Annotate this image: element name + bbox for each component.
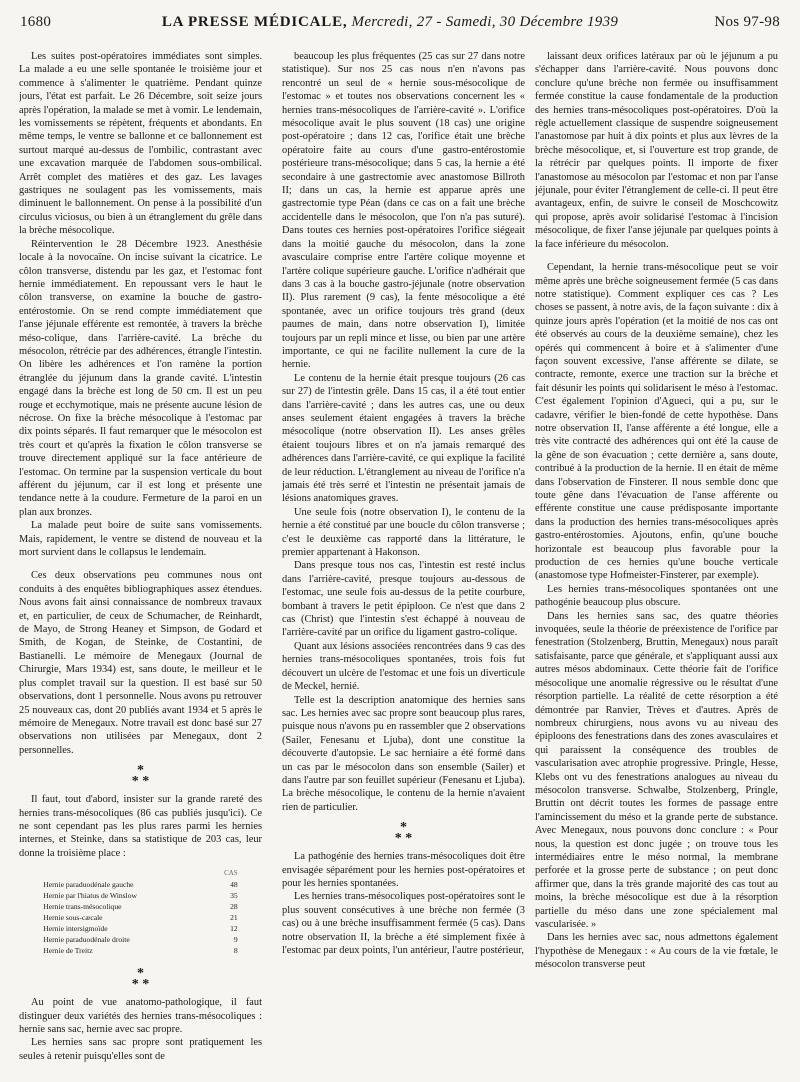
paragraph: Les suites post-opératoires immédiates sont simples. La malade a eu une selle spontanée le troisième jour et commence à s'alimenter le quatrième. Pendant quinze jours, l'état est parfait. Le 26 Décembre, soit seize jours après l'opération, la malade se met à vomir. Le lendemain, les vomissements se répètent, fréquents et abondants. En même temps, le ventre se ballonne et ce ballonnement est surtout marqué au-dessus de l'ombilic, contrastant avec une excavation marquée de l'abdomen sous-ombilical. Arrêt complet des matières et des gaz. Les lavages gastriques ne soulagent pas les vomissements, mais diminuent le ballonnement. On pense à la possibilité d'un circulus viciosus, ou bien à un étranglement du grêle dans la brèche mésocolique. [19, 51, 262, 237]
paragraph: laissant deux orifices latéraux par où le jéjunum a pu s'échapper dans l'arrière-cavité. Nous pouvons donc conclure qu'une brèche non fermée ou insuffisamment fermée constitue la cause fondamentale de la production des hernies trans-mésocoliques post-opératoires. D'où la règle actuellement classique de suspendre soigneusement l'anastomose par huit à dix points et plus aux lèvres de la brèche mésocolique, et, si l'ouverture est trop grande, de la rétrécir par quelques points. Il importe de fixer l'anastomose au mésocolon par l'estomac et non par l'anse jéjunale, pour éviter l'étranglement de celle-ci. Il peut être avantageux, enfin, de suivre le conseil de Moschcowitz qui propose, après avoir solidarisé l'estomac à l'incision mésocolique, de fixer l'anse jéjunale par quelques points à la face inférieure du mésocolon. [535, 51, 778, 250]
column-middle [282, 50, 525, 1072]
paragraph: La pathogénie des hernies trans-mésocoliques doit être envisagée séparément pour les hernies post-opératoires et pour les hernies spontanées. [282, 851, 525, 889]
column-right [535, 50, 778, 1072]
table-row: Hernie paraduodénale droite 9 [43, 935, 238, 945]
paragraph: Une seule fois (notre observation I), le contenu de la hernie a été constitué par une boucle du côlon transverse ; c'est le deuxième cas rapporté dans la littérature, le premier appartenant à Hakonson. [282, 506, 525, 559]
paragraph: Dans les hernies avec sac, nous admettons également l'hypothèse de Menegaux : « Au cours de la vie fœtale, le mésocolon transverse peut [535, 932, 778, 971]
paragraph: beaucoup les plus fréquentes (25 cas sur 27 dans notre statistique). Sur nos 25 cas nous n'en n'avons pas rencontré un seul de « hernie sous-mésocolique de l'estomac » et toutes nos observations concernent les « hernies trans-mésocoliques de l'arrière-cavité ». L'orifice mésocolique avait le plus souvent (18 cas) une origine post-opératoire ; dans 12 cas, l'orifice était une brèche opératoire faite au cours d'une gastro-entérostomie postérieure trans-mésocolique; dans 5 cas, la hernie a été secondaire à une gastrectomie avec anastomose Billroth II; dans un cas, la hernie est apparue après une gastrectomie type Péan (dans ce cas on a fait une brèche accidentelle dans le mésocolon, que l'on n'a pas suturé). Dans toutes ces hernies post-opératoires l'orifice siégeait dans la moitié gauche du mésocolon, dans la zone avasculaire comprise entre l'artère colique moyenne et l'artère colique supérieure gauche. L'orifice n'adhérait que dans 3 cas à la bouche gastro-jéjunale (notre observation II). Plus rarement (9 cas), la fente mésocolique a été spontanée, avec un orifice toujours très grand (deux paumes de main, dans notre observation I), limitée toujours par un repli mince et lisse, ou bien par une artère importante, ce qui ne facilite nullement la cure de la hernie. [282, 51, 525, 371]
paragraph: Il faut, tout d'abord, insister sur la grande rareté des hernies trans-mésocoliques (86 cas publiés jusqu'ici). Ce ne sont cependant pas les plus rares parmi les hernies internes, et Steinke, dans sa statistique de 203 cas, leur donne la troisième place : [19, 794, 262, 859]
page-header [20, 0, 780, 44]
paragraph: Réintervention le 28 Décembre 1923. Anesthésie locale à la novocaïne. On incise suivant la cicatrice. Le côlon transverse, distendu par les gaz, et l'estomac font hernie immédiatement. En repoussant vers le haut le côlon transverse, on examine la bouche de gastro-entérostomie. On se rend compte immédiatement que l'anse jéjunale efférente est remontée, à travers la brèche méso-colique, dans l'arrière-cavité. La brèche du mésocolon, rétrécie par des adhérences, étrangle l'intestin. On libère les adhérences et l'on ramène la portion étranglée du jéjunum dans la grande cavité. L'intestin engagé dans la brèche est long de 50 cm. Il est un peu rouge et ecchymotique, mais ne présente aucune lésion de nécrose. On fixe la brèche mésocolique à l'estomac par dix points séparés. Il faut remarquer que le mésocolon est très court et qu'après la fixation le côlon transverse se trouve directement appliqué sur la face antérieure de l'estomac. On termine par la suspension verticale du bout afférent du jéjunum, car il est long et présente une tendance nette à la coudure. Fermeture de la paroi en un plan aux bronzes. [19, 238, 262, 518]
section-separator-stars: * * * [394, 820, 413, 847]
paragraph: Le contenu de la hernie était presque toujours (26 cas sur 27) de l'intestin grêle. Dans 15 cas, il a été tout entier dans l'arrière-cavité ; dans les autres cas, une ou deux anses seulement étaient engagées à travers la brèche mésocolique (notre observation II). Les anses grêles étaient toujours libres et on n'a jamais remarqué des adhérences dans l'arrière-cavité, ce qui explique la facilité de leur réduction. L'étranglement au niveau de l'orifice n'a jamais été très serré et l'intestin ne présentait jamais de lésions anatomiques graves. [282, 372, 525, 505]
paragraph: Quant aux lésions associées rencontrées dans 9 cas des hernies trans-mésocoliques spontanées, trois fois fut découvert un ulcère de l'estomac et une fois un diverticule de Meckel, hernié. [282, 640, 525, 693]
paragraph: Au point de vue anatomo-pathologique, il faut distinguer deux variétés des hernies trans-mésocoliques : hernie sans sac, hernie avec sac propre. [19, 997, 262, 1035]
paragraph: Les hernies sans sac propre sont pratiquement les seules à retenir puisqu'elles sont de [19, 1037, 262, 1062]
paragraph: La malade peut boire de suite sans vomissements. Mais, rapidement, le ventre se distend de nouveau et la mort survient dans le collapsus le lendemain. [19, 520, 262, 559]
table-header-cas: CAS [224, 869, 238, 878]
paragraph: Les hernies trans-mésocoliques spontanées ont une pathogénie beaucoup plus obscure. [535, 583, 778, 609]
section-separator-stars: * * * [131, 966, 150, 993]
table-row: Hernie sous-cæcale 21 [43, 913, 238, 923]
paragraph: Dans les hernies sans sac, des quatre théories invoquées, seule la théorie de préexistence de l'orifice par fenestration (Stolzenberg, Bruttin, Menegaux) nous paraît satisfaisante, parce que générale, et s'appliquant aussi aux autres mésos abdominaux. Cette théorie fait de l'orifice mésocolique une anomalie régressive ou le résultat d'une résorption partielle. La réalité de cette résorption a été démontrée par Ranvier, Trèves et d'autres. Après de nombreux chirurgiens, nous avons vu au niveau des épiploons des fenestrations dans des zones avasculaires et qui paraissent la conséquence des troubles de vascularisation avec atrophie progressive. Pringle, Hesse, Klebs ont vu des fenestrations analogues au niveau du mésocolon transverse. Schwalbe, Stolzenberg, Pringle, Bruttin ont décrit toutes les formes de passage entre l'amincissement du méso et la grande perte de substance. Avec Menegaux, nous pouvons donc conclure : « Pour nous, la question est donc jugée ; on trouve tous les intermédiaires entre le méso normal, la membrane perforée et la grosse perte de substance ; on peut donc affirmer que, dans la très grande majorité des cas tout au moins, la brèche mésocolique est due à la résorption partielle du méso dans une zone spécialement mal vascularisée. » [535, 610, 778, 930]
table-row: Hernie paraduodénale gauche 48 [43, 880, 238, 890]
paragraph: Les hernies trans-mésocoliques post-opératoires sont le plus souvent consécutives à une brèche non fermée (3 cas) ou à une brèche insuffisamment fermée (5 cas). Dans notre observation II, la brèche a été simplement fixée à l'estomac par deux points, l'un antérieur, l'autre postérieur, [282, 891, 525, 956]
running-title [110, 14, 670, 31]
column-left [19, 50, 262, 1072]
table-row: Hernie par l'hiatus de Winslow 35 [43, 891, 238, 901]
section-separator-stars: * * * [131, 763, 150, 790]
table-row: Hernie de Treitz 8 [43, 946, 238, 956]
hernia-statistics-table [43, 868, 237, 956]
table-row: Hernie trans-mésocolique 28 [43, 902, 238, 912]
issue-number: Nos 97-98 [714, 13, 780, 30]
page-number: 1680 [20, 13, 52, 30]
issue-date: Mercredi, 27 - Samedi, 30 Décembre 1939 [351, 13, 619, 30]
paragraph: Dans presque tous nos cas, l'intestin est resté inclus dans l'arrière-cavité, presque toujours au-dessous de l'estomac, une seule fois au-dessus de la petite courbure, bombant à travers le petit épiploon. Ce n'est que dans 2 cas (Christ) que l'intestin s'est échappé à nouveau de l'arrière-cavité par un orifice du ligament gastro-colique. [282, 560, 525, 639]
paragraph: Ces deux observations peu communes nous ont conduits à des enquêtes bibliographiques assez étendues. Nous avons fait ainsi connaissance de nombreux travaux et, en particulier, de ceux de Schumacher, de Reinhardt, de Mayo, de Strong Heaney et Simpson, de Godard et Smith, de Kogan, de Steinke, de Costantini, de Bastianelli. Le mémoire de Menegaux (Journal de Chirurgie, Mars 1934) est, sans doute, le meilleur et le plus complet travail sur la question. Il est basé sur 50 observations, dont 1 personnelle. Nous avons pu retrouver 25 nouveaux cas, dont 20 publiés avant 1934 et 5 après le mémoire de Menegaux. Notre travail est donc basé sur 27 observations non utilisées par Menegaux, dont 2 personnelles. [19, 570, 262, 756]
paragraph: Cependant, la hernie trans-mésocolique peut se voir même après une brèche soigneusement fermée (5 cas dans notre statistique). Comment expliquer ces cas ? Les choses se passent, à notre avis, de la façon suivante : dix à quinze jours après l'opération (et la moitié de nos cas ont été observés au cours de la deuxième semaine), chez les opérés qui commencent à boire et à s'alimenter d'une façon souvent excessive, l'anse afférente se dilate, se contracte, remonte, exerce une traction sur la brèche et fait désunir les points qui solidarisent le méso à l'estomac. C'est également l'opinion d'Agueci, qui a pu, sur le cadavre, vérifier le bien-fondé de cette hypothèse. Dans notre observation II, l'anse afférente a été longue, elle a très vite contracté des adhérences qui ont été la cause de la gêne de son évacuation ; cette dernière a, sans doute, contribué à la production de la hernie. Il en était de même dans l'observation de Finsterer. Il nous semble donc que toute gêne dans l'évacuation de l'anse afférente ou efférente constitue une cause prédisposante importante dans la production des hernies trans-mésocoliques après gastro-entérostomies. Ajoutons, enfin, qu'une bouche horizontale est beaucoup plus favorable pour la production de ces hernies qu'une bouche verticale (anastomose type Hofmeister-Finsterer, par exemple). [535, 262, 778, 582]
paragraph: Telle est la description anatomique des hernies sans sac. Les hernies avec sac propre sont beaucoup plus rares, puisque nous n'avons pu en rassembler que 2 observations (Sailer, Fenesanu et Ljuba), dont une constitue la découverte d'autopsie. Le sac herniaire a été formé dans un cas par le mésocolon dans son ensemble (Sailer) et dans l'autre par son feuillet supérieur (Fenesanu et Ljuba). La brèche mésocolique, le contenu de la hernie n'avaient rien de particulier. [282, 694, 525, 813]
journal-name: LA PRESSE MÉDICALE, [161, 13, 348, 30]
table-row: Hernie intersigmoïde 12 [43, 924, 238, 934]
